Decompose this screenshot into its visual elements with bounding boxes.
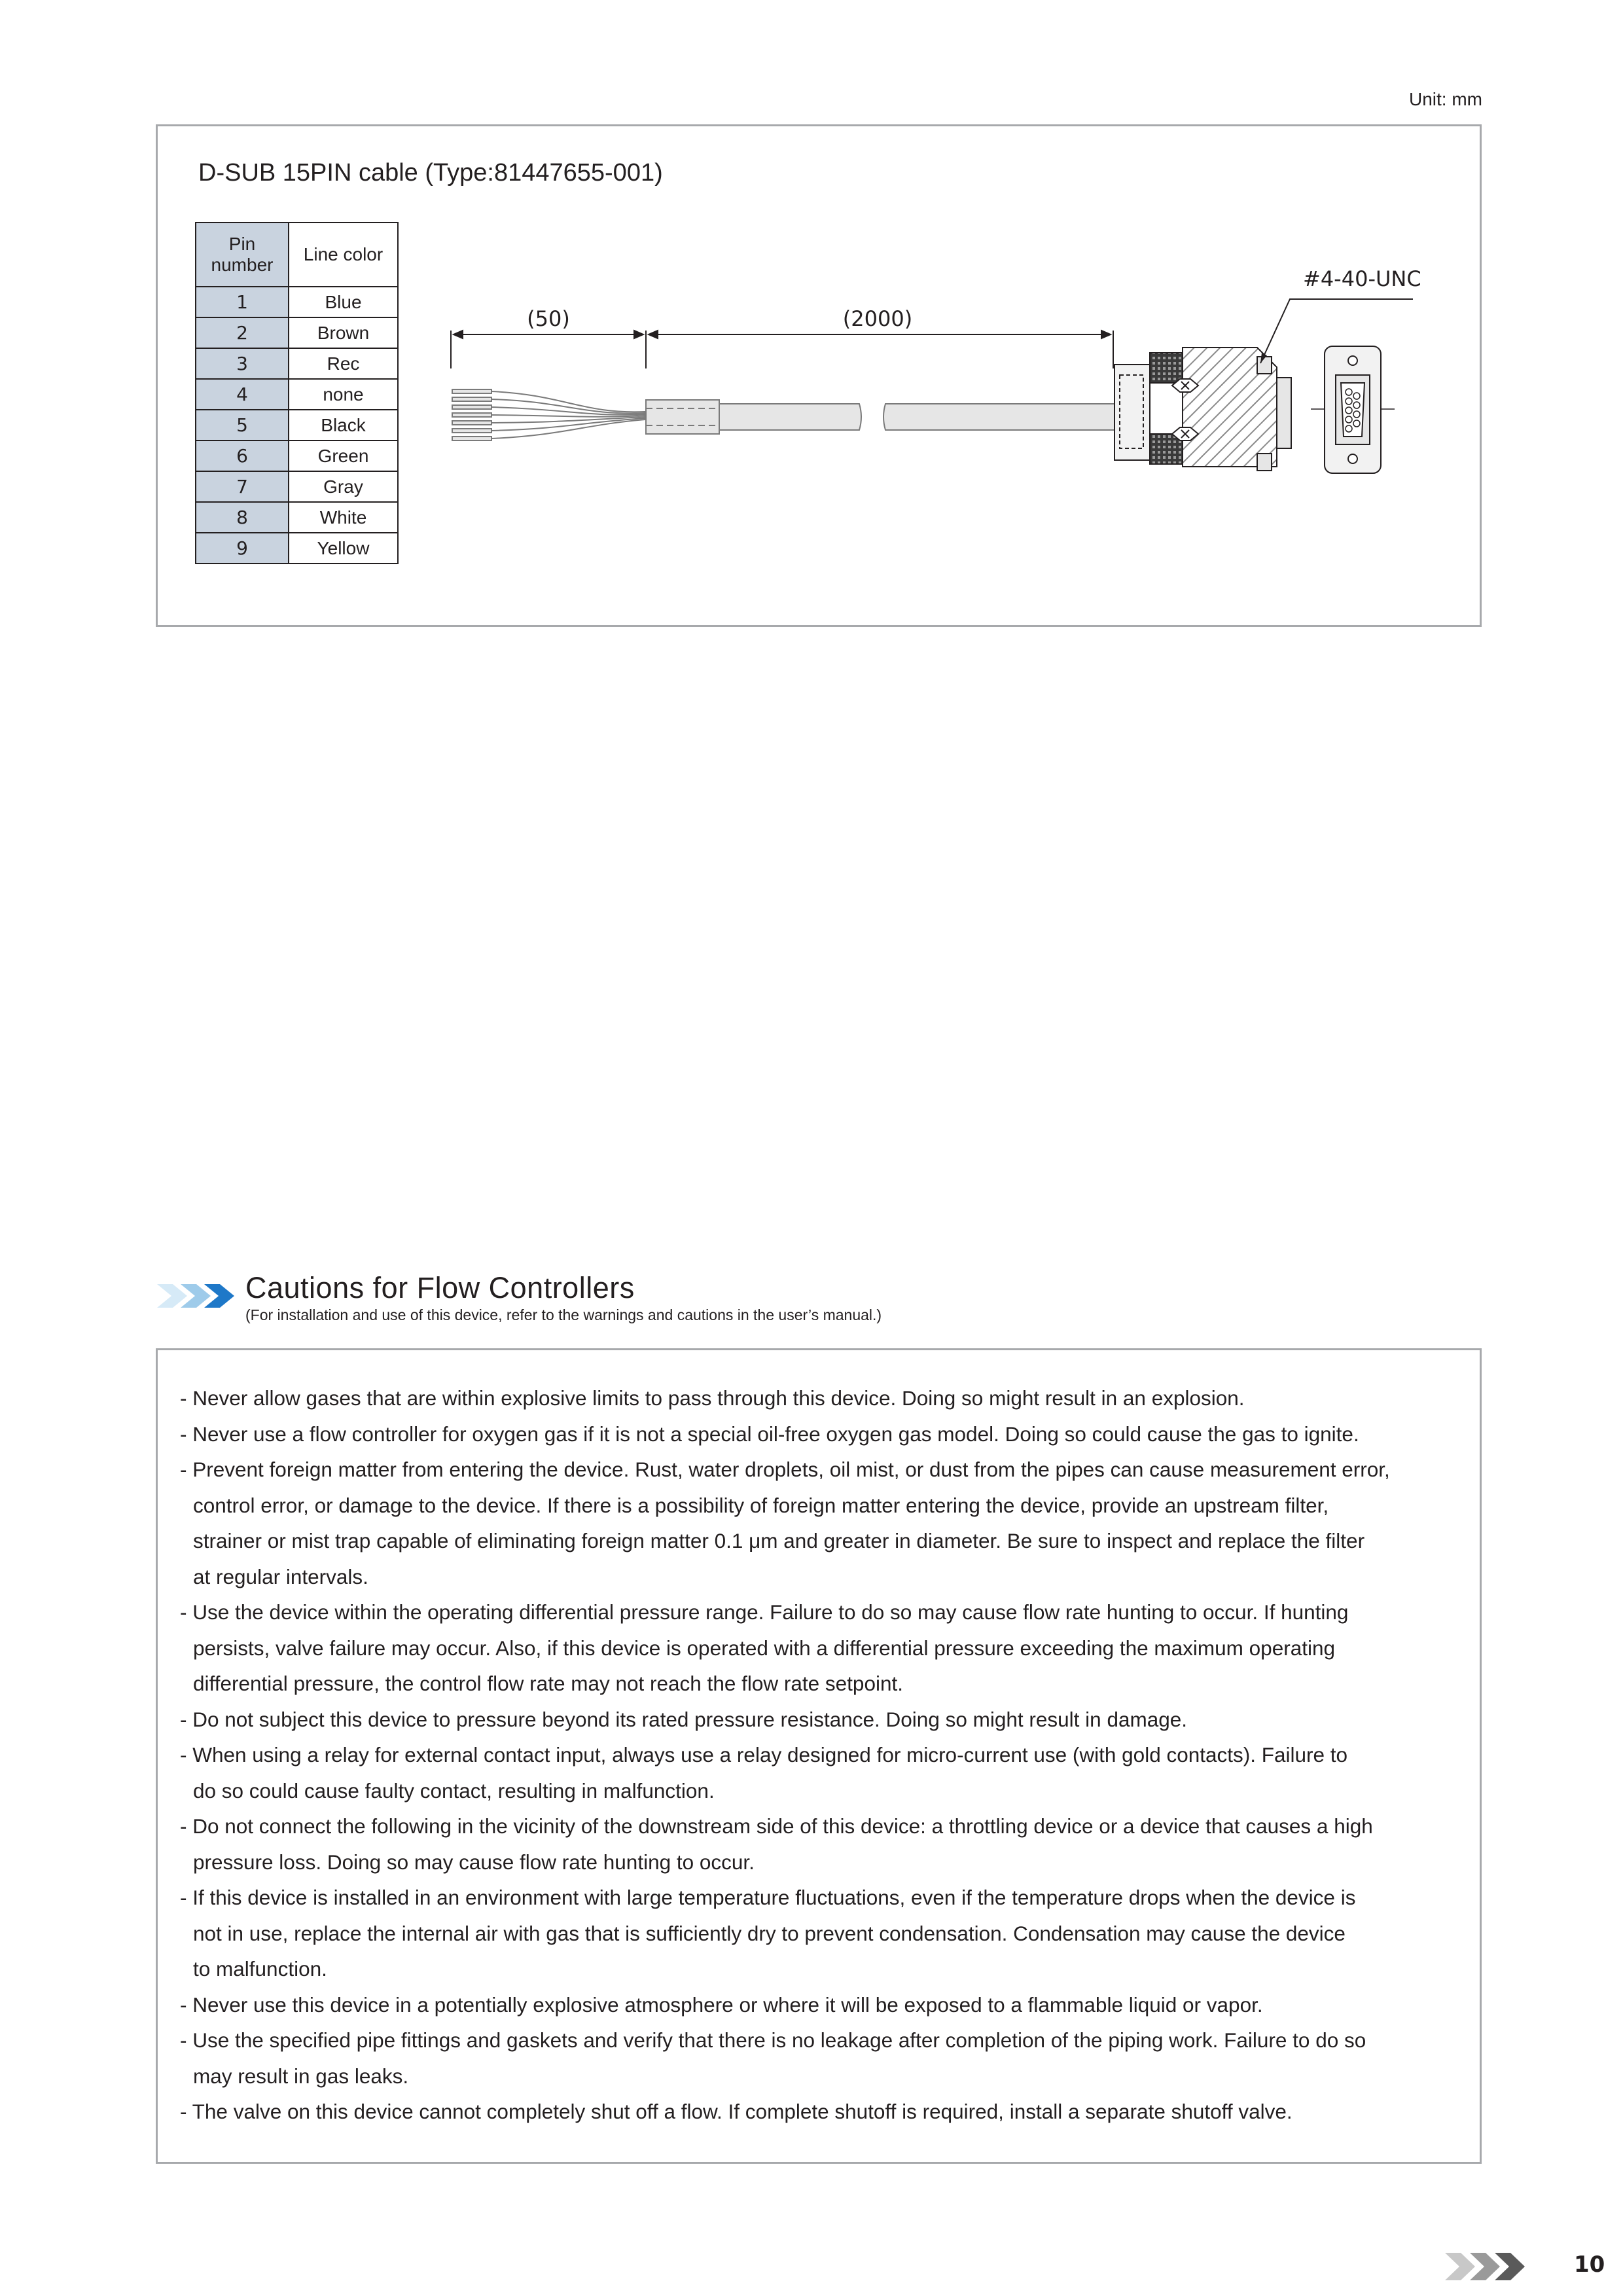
caution-item: - Never allow gases that are within explosive limits to pass through this device. Doing so might result in an explosion. [180,1386,1245,1410]
screw-thread-label: #4-40-UNC [1303,266,1421,291]
pin-number-cell: 1 [196,287,289,317]
line-color-header: Line color [289,223,398,287]
cautions-title: Cautions for Flow Controllers [245,1271,635,1304]
line-color-cell: Blue [289,287,398,317]
caution-item: - Do not connect the following in the vicinity of the downstream side of this device: a throttling device or a device that causes a high pressure loss. Doing so may cause flow rate hunting to occur. [180,1814,1373,1874]
caution-item: - Never use a flow controller for oxygen gas if it is not a special oil-free oxygen gas model. Doing so could cause the gas to ignite. [180,1422,1359,1446]
wire-ends [452,389,645,440]
connector-front-view [1311,346,1395,473]
line-color-cell: Brown [289,317,398,348]
page-arrows-icon [1445,2251,1556,2282]
caution-item: - Do not subject this device to pressure beyond its rated pressure resistance. Doing so might result in damage. [180,1707,1188,1731]
caution-item: - Use the device within the operating differential pressure range. Failure to do so may cause flow rate hunting to occur. If hunting persists, valve failure may occur. Also, if this device is operated with a differential pressure exceeding the maximum operating differential pressure, the control flow rate may not reach the flow rate setpoint. [180,1600,1349,1695]
pin-number-cell: 9 [196,533,289,564]
pin-number-cell: 6 [196,440,289,471]
page-number: 10 [1574,2251,1605,2278]
caution-item: - When using a relay for external contact input, always use a relay designed for micro-current use (with gold contacts). Failure to do so could cause faulty contact, resulting in malfunction. [180,1743,1348,1803]
line-color-cell: Green [289,440,398,471]
cable-jacket-left [719,404,861,430]
line-color-cell: Rec [289,348,398,379]
line-color-cell: Yellow [289,533,398,564]
caution-item: - If this device is installed in an environment with large temperature fluctuations, even if the temperature drops when the device is not in use, replace the internal air with gas that is sufficiently dry to prevent condensation. Condensation may cause the device to malfunction. [180,1886,1356,1981]
pin-number-cell: 7 [196,471,289,502]
caution-item: - Use the specified pipe fittings and gaskets and verify that there is no leakage after completion of the piping work. Failure to do so may result in gas leaks. [180,2028,1366,2088]
cautions-list [180,1380,1463,2130]
cautions-heading [157,1271,1008,1323]
pin-number-cell: 4 [196,379,289,410]
cautions-panel [156,1348,1482,2164]
line-color-cell: White [289,502,398,533]
pin-number-header: Pin number [196,223,289,287]
pin-number-cell: 3 [196,348,289,379]
dimension-cable-label: (2000) [842,306,913,331]
caution-item: - Never use this device in a potentially explosive atmosphere or where it will be exposed to a flammable liquid or vapor. [180,1992,1263,2017]
cable-title: D-SUB 15PIN cable (Type:81447655-001) [198,159,663,187]
caution-item: - The valve on this device cannot completely shut off a flow. If complete shutoff is required, install a separate shutoff valve. [180,2100,1293,2123]
unit-label: Unit: mm [1409,89,1482,109]
pin-number-cell: 2 [196,317,289,348]
cautions-subtitle: (For installation and use of this device, refer to the warnings and cautions in the user’s manual.) [245,1306,882,1323]
cable-shield [646,400,719,434]
pin-number-cell: 5 [196,410,289,440]
dimension-lines [451,331,1113,368]
pin-number-cell: 8 [196,502,289,533]
caution-item: - Prevent foreign matter from entering the device. Rust, water droplets, oil mist, or dust from the pipes can cause measurement error, control error, or damage to the device. If there is a possibility of foreign matter entering the device, provide an upstream filter, strainer or mist trap capable of eliminating foreign matter 0.1 μm and greater in diameter. Be sure to inspect and replace the filter at regular intervals. [180,1458,1390,1588]
section-arrows-icon [157,1282,238,1310]
cable-drawing [158,126,1480,625]
line-color-cell: none [289,379,398,410]
cable-jacket-right [883,404,1115,430]
dimension-strip-label: (50) [527,306,570,331]
connector-side-view [1115,348,1291,471]
line-color-cell: Black [289,410,398,440]
line-color-cell: Gray [289,471,398,502]
cable-spec-panel [156,124,1482,627]
